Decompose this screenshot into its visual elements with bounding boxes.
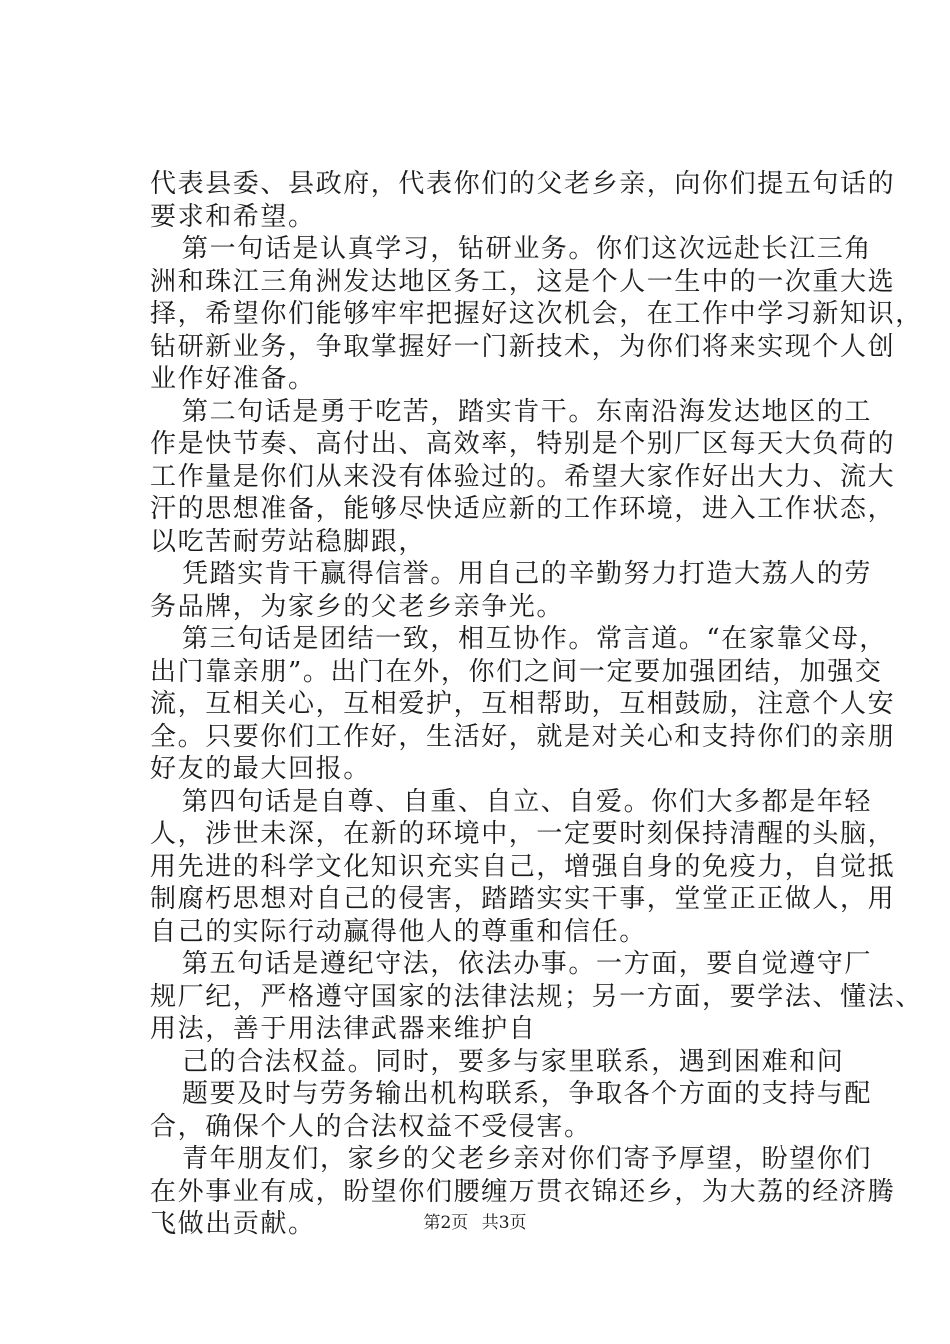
text-line: 人，涉世未深，在新的环境中，一定要时刻保持清醒的头脑， <box>150 819 896 849</box>
text-line: 好友的最大回报。 <box>150 754 371 784</box>
page-footer <box>0 1212 950 1234</box>
text-line: 作是快节奏、高付出、高效率，特别是个别厂区每天大负荷的 <box>150 429 896 459</box>
text-line: 汗的思想准备，能够尽快适应新的工作环境，进入工作状态， <box>150 494 896 524</box>
page-number: 第2页 <box>423 1213 469 1233</box>
text-line: 在外事业有成，盼望你们腰缠万贯衣锦还乡，为大荔的经济腾 <box>150 1176 896 1207</box>
text-line: 全。只要你们工作好，生活好，就是对关心和支持你们的亲朋 <box>150 721 896 752</box>
document-body <box>150 168 923 1241</box>
text-line: 出门靠亲朋”。出门在外，你们之间一定要加强团结，加强交 <box>150 656 883 687</box>
text-line: 第五句话是遵纪守法，依法办事。一方面，要自觉遵守厂 <box>182 949 873 979</box>
text-line: 洲和珠江三角洲发达地区务工，这是个人一生中的一次重大选 <box>150 266 896 297</box>
text-line: 规厂纪，严格遵守国家的法律法规；另一方面，要学法、懂法、 <box>150 981 923 1012</box>
text-line: 用先进的科学文化知识充实自己，增强自身的免疫力，自觉抵 <box>150 851 896 882</box>
text-line: 第四句话是自尊、自重、自立、自爱。你们大多都是年轻 <box>182 786 873 817</box>
text-line: 题要及时与劳务输出机构联系，争取各个方面的支持与配 <box>182 1079 873 1109</box>
text-line: 第三句话是团结一致，相互协作。常言道。“在家靠父母， <box>182 624 887 654</box>
text-line: 自己的实际行动赢得他人的尊重和信任。 <box>150 916 647 947</box>
text-line: 用法，善于用法律武器来维护自 <box>150 1014 537 1044</box>
text-line: 第二句话是勇于吃苦，踏实肯干。东南沿海发达地区的工 <box>182 396 873 427</box>
text-line: 代表县委、县政府，代表你们的父老乡亲，向你们提五句话的 <box>150 169 896 199</box>
text-line: 以吃苦耐劳站稳脚跟， <box>150 526 427 557</box>
text-line: 要求和希望。 <box>150 201 316 232</box>
page-total: 共3页 <box>481 1213 527 1233</box>
text-line: 合，确保个人的合法权益不受侵害。 <box>150 1111 592 1142</box>
text-line: 务品牌，为家乡的父老乡亲争光。 <box>150 591 565 622</box>
text-line: 青年朋友们，家乡的父老乡亲对你们寄予厚望，盼望你们 <box>182 1144 873 1174</box>
text-line: 工作量是你们从来没有体验过的。希望大家作好出大力、流大 <box>150 461 896 492</box>
text-line: 己的合法权益。同时，要多与家里联系，遇到困难和问 <box>182 1046 845 1077</box>
text-line: 制腐朽思想对自己的侵害，踏踏实实干事，堂堂正正做人，用 <box>150 884 896 914</box>
text-line: 择，希望你们能够牢牢把握好这次机会，在工作中学习新知识， <box>150 299 923 329</box>
text-line: 第一句话是认真学习，钻研业务。你们这次远赴长江三角 <box>182 234 873 264</box>
text-line: 钻研新业务，争取掌握好一门新技术，为你们将来实现个人创 <box>150 331 896 362</box>
text-line: 凭踏实肯干赢得信誉。用自己的辛勤努力打造大荔人的劳 <box>182 559 873 589</box>
text-line: 飞做出贡献。 <box>150 1209 316 1239</box>
text-line: 流，互相关心，互相爱护，互相帮助，互相鼓励，注意个人安 <box>150 689 896 719</box>
text-line: 业作好准备。 <box>150 364 316 394</box>
